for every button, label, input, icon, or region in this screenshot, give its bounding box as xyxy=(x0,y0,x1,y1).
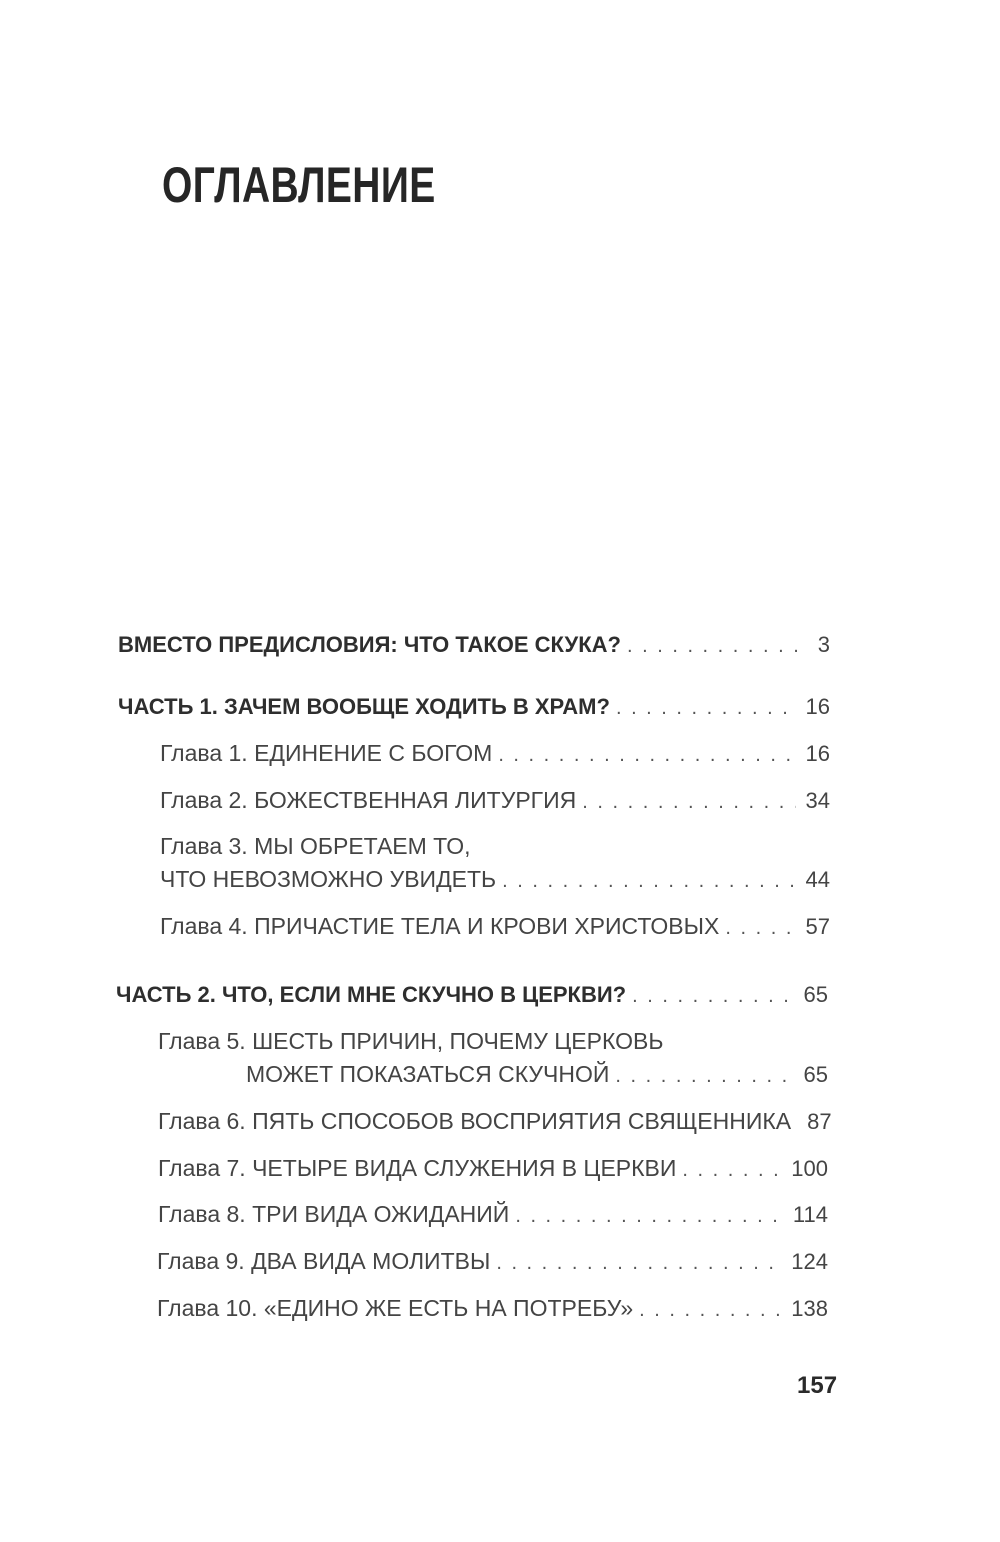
toc-page-number: 65 xyxy=(803,1062,828,1087)
toc-page-number: 100 xyxy=(791,1156,828,1181)
toc-entry-title: ЕДИНЕНИЕ С БОГОМ xyxy=(254,740,493,766)
toc-page-number: 65 xyxy=(803,982,828,1007)
dot-leader xyxy=(633,1299,781,1322)
page-title: ОГЛАВЛЕНИЕ xyxy=(162,157,436,213)
toc-entry-title: ШЕСТЬ ПРИЧИН, ПОЧЕМУ ЦЕРКОВЬ xyxy=(252,1028,664,1054)
toc-page-number: 16 xyxy=(805,741,830,766)
toc-entry-title: «ЕДИНО ЖЕ ЕСТЬ НА ПОТРЕБУ» xyxy=(263,1295,634,1321)
chapter-prefix: Глава 4. xyxy=(160,913,248,939)
toc-entry-chapter-3-line-2[interactable] xyxy=(160,866,830,893)
dot-leader xyxy=(496,870,795,893)
toc-entry-chapter-8[interactable] xyxy=(158,1201,828,1228)
page-number-folio: 157 xyxy=(797,1372,838,1399)
toc-page-number: 87 xyxy=(807,1109,832,1134)
toc-entry-title: ЧАСТЬ 1. ЗАЧЕМ ВООБЩЕ ХОДИТЬ В ХРАМ? xyxy=(118,694,610,719)
chapter-prefix: Глава 9. xyxy=(157,1248,245,1274)
dot-leader xyxy=(490,1252,781,1275)
toc-page-number: 44 xyxy=(805,867,830,892)
toc-entry-title: ТРИ ВИДА ОЖИДАНИЙ xyxy=(252,1201,510,1227)
chapter-prefix: Глава 10. xyxy=(157,1295,258,1321)
dot-leader xyxy=(621,635,804,658)
dot-leader xyxy=(676,1159,781,1182)
toc-entry-title: ПРИЧАСТИЕ ТЕЛА И КРОВИ ХРИСТОВЫХ xyxy=(254,913,720,939)
toc-entry-title: ЧАСТЬ 2. ЧТО, ЕСЛИ МНЕ СКУЧНО В ЦЕРКВИ? xyxy=(116,982,627,1007)
toc-entry-chapter-9[interactable] xyxy=(157,1248,828,1275)
toc-page-number: 138 xyxy=(791,1296,828,1321)
toc-entry-chapter-1[interactable] xyxy=(160,740,830,767)
chapter-prefix: Глава 2. xyxy=(160,787,248,813)
chapter-prefix: Глава 3. xyxy=(160,833,248,859)
chapter-prefix: Глава 6. xyxy=(158,1108,246,1134)
toc-entry-part-2[interactable] xyxy=(116,982,828,1008)
toc-entry-chapter-10[interactable] xyxy=(157,1295,828,1322)
dot-leader xyxy=(719,917,795,940)
toc-entry-title: БОЖЕСТВЕННАЯ ЛИТУРГИЯ xyxy=(254,787,577,813)
toc-entry-title-continued: МОЖЕТ ПОКАЗАТЬСЯ СКУЧНОЙ xyxy=(246,1061,610,1087)
toc-page-number: 124 xyxy=(791,1249,828,1274)
dot-leader xyxy=(609,1065,793,1088)
chapter-prefix: Глава 5. xyxy=(158,1028,246,1054)
toc-entry-title: ПЯТЬ СПОСОБОВ ВОСПРИЯТИЯ СВЯЩЕННИКА xyxy=(252,1108,792,1134)
toc-entry-title: ВМЕСТО ПРЕДИСЛОВИЯ: ЧТО ТАКОЕ СКУКА? xyxy=(118,632,621,657)
toc-entry-title-continued: ЧТО НЕВОЗМОЖНО УВИДЕТЬ xyxy=(160,866,497,892)
dot-leader xyxy=(492,744,795,767)
toc-entry-chapter-4[interactable] xyxy=(160,913,830,940)
toc-entry-chapter-2[interactable] xyxy=(160,787,830,814)
dot-leader xyxy=(626,985,793,1008)
chapter-prefix: Глава 7. xyxy=(158,1155,246,1181)
toc-entry-title: МЫ ОБРЕТАЕМ ТО, xyxy=(254,833,471,859)
toc-entry-chapter-7[interactable] xyxy=(158,1155,828,1182)
toc-entry-chapter-5-line-2[interactable] xyxy=(246,1061,828,1088)
toc-entry-chapter-5-line-1[interactable] xyxy=(158,1028,828,1055)
toc-entry-chapter-6[interactable] xyxy=(158,1108,832,1135)
toc-page-number: 3 xyxy=(817,632,830,657)
toc-entry-chapter-3-line-1[interactable] xyxy=(160,833,830,860)
dot-leader xyxy=(576,791,795,814)
dot-leader xyxy=(610,697,796,720)
toc-entry-foreword[interactable] xyxy=(118,632,830,658)
chapter-prefix: Глава 1. xyxy=(160,740,248,766)
toc-page-number: 34 xyxy=(805,788,830,813)
toc-page-number: 114 xyxy=(792,1202,828,1227)
chapter-prefix: Глава 8. xyxy=(158,1201,246,1227)
toc-entry-title: ЧЕТЫРЕ ВИДА СЛУЖЕНИЯ В ЦЕРКВИ xyxy=(252,1155,677,1181)
toc-entry-part-1[interactable] xyxy=(118,694,830,720)
dot-leader xyxy=(791,1112,797,1135)
toc-page-number: 57 xyxy=(805,914,830,939)
toc-entry-title: ДВА ВИДА МОЛИТВЫ xyxy=(251,1248,491,1274)
dot-leader xyxy=(509,1205,783,1228)
toc-page-number: 16 xyxy=(805,694,830,719)
